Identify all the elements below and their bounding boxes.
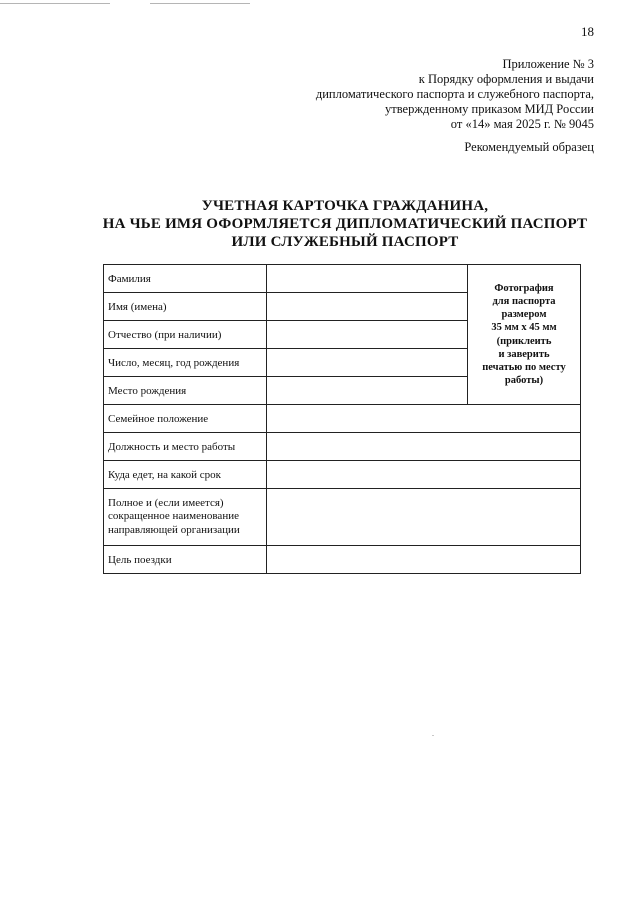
field-label-name: Имя (имена) xyxy=(104,293,267,321)
field-value-destination-term[interactable] xyxy=(267,461,581,489)
label-line: сокращенное наименование xyxy=(108,510,239,523)
form-title xyxy=(100,197,590,251)
field-label-sending-organization xyxy=(104,489,267,546)
photo-text-line: 35 мм х 45 мм xyxy=(491,322,557,334)
field-value-name[interactable] xyxy=(267,293,468,321)
photo-text-line: (приклеить xyxy=(496,335,552,347)
field-value-sending-organization[interactable] xyxy=(267,489,581,546)
photo-text-line: для паспорта xyxy=(492,295,556,307)
field-label-position-workplace: Должность и место работы xyxy=(104,433,267,461)
photo-text-line: размером xyxy=(501,309,547,321)
field-label-birth-place: Место рождения xyxy=(104,377,267,405)
appendix-line: Приложение № 3 xyxy=(502,57,594,71)
field-label-destination-term: Куда едет, на какой срок xyxy=(104,461,267,489)
field-label-marital-status: Семейное положение xyxy=(104,405,267,433)
scan-speck xyxy=(432,735,434,736)
table-row xyxy=(104,265,581,293)
field-value-trip-purpose[interactable] xyxy=(267,546,581,574)
appendix-block xyxy=(214,57,594,132)
sample-note: Рекомендуемый образец xyxy=(464,140,594,154)
table-row xyxy=(104,489,581,546)
registration-card-table xyxy=(103,264,581,574)
form-title-line: УЧЕТНАЯ КАРТОЧКА ГРАЖДАНИНА, xyxy=(201,198,489,214)
scan-edge-line xyxy=(150,3,250,4)
form-title-line: ИЛИ СЛУЖЕБНЫЙ ПАСПОРТ xyxy=(231,234,459,250)
label-line: Полное и (если имеется) xyxy=(108,496,224,509)
appendix-line: утвержденному приказом МИД России xyxy=(384,102,594,116)
field-label-trip-purpose: Цель поездки xyxy=(104,546,267,574)
appendix-line: от «14» мая 2025 г. № 9045 xyxy=(450,117,594,131)
appendix-line: к Порядку оформления и выдачи xyxy=(418,72,594,86)
table-row xyxy=(104,405,581,433)
field-value-marital-status[interactable] xyxy=(267,405,581,433)
photo-text-line: Фотография xyxy=(494,282,554,294)
appendix-line: дипломатического паспорта и служебного паспорта, xyxy=(315,87,594,101)
field-value-birth-place[interactable] xyxy=(267,377,468,405)
field-value-patronymic[interactable] xyxy=(267,321,468,349)
table-row xyxy=(104,546,581,574)
scan-edge-line xyxy=(0,3,110,4)
field-value-birth-date[interactable] xyxy=(267,349,468,377)
table-row xyxy=(104,433,581,461)
photo-placeholder[interactable] xyxy=(468,265,581,405)
field-label-patronymic: Отчество (при наличии) xyxy=(104,321,267,349)
photo-text-line: и заверить xyxy=(498,348,550,360)
form-title-line: НА ЧЬЕ ИМЯ ОФОРМЛЯЕТСЯ ДИПЛОМАТИЧЕСКИЙ ПАСПОРТ xyxy=(102,216,588,232)
label-line: направляющей организации xyxy=(108,523,240,536)
field-label-birth-date: Число, месяц, год рождения xyxy=(104,349,267,377)
field-label-surname: Фамилия xyxy=(104,265,267,293)
field-value-surname[interactable] xyxy=(267,265,468,293)
page-number: 18 xyxy=(581,24,594,39)
table-row xyxy=(104,461,581,489)
photo-text-line: работы) xyxy=(504,375,544,387)
field-value-position-workplace[interactable] xyxy=(267,433,581,461)
photo-text-line: печатью по месту xyxy=(482,361,566,373)
